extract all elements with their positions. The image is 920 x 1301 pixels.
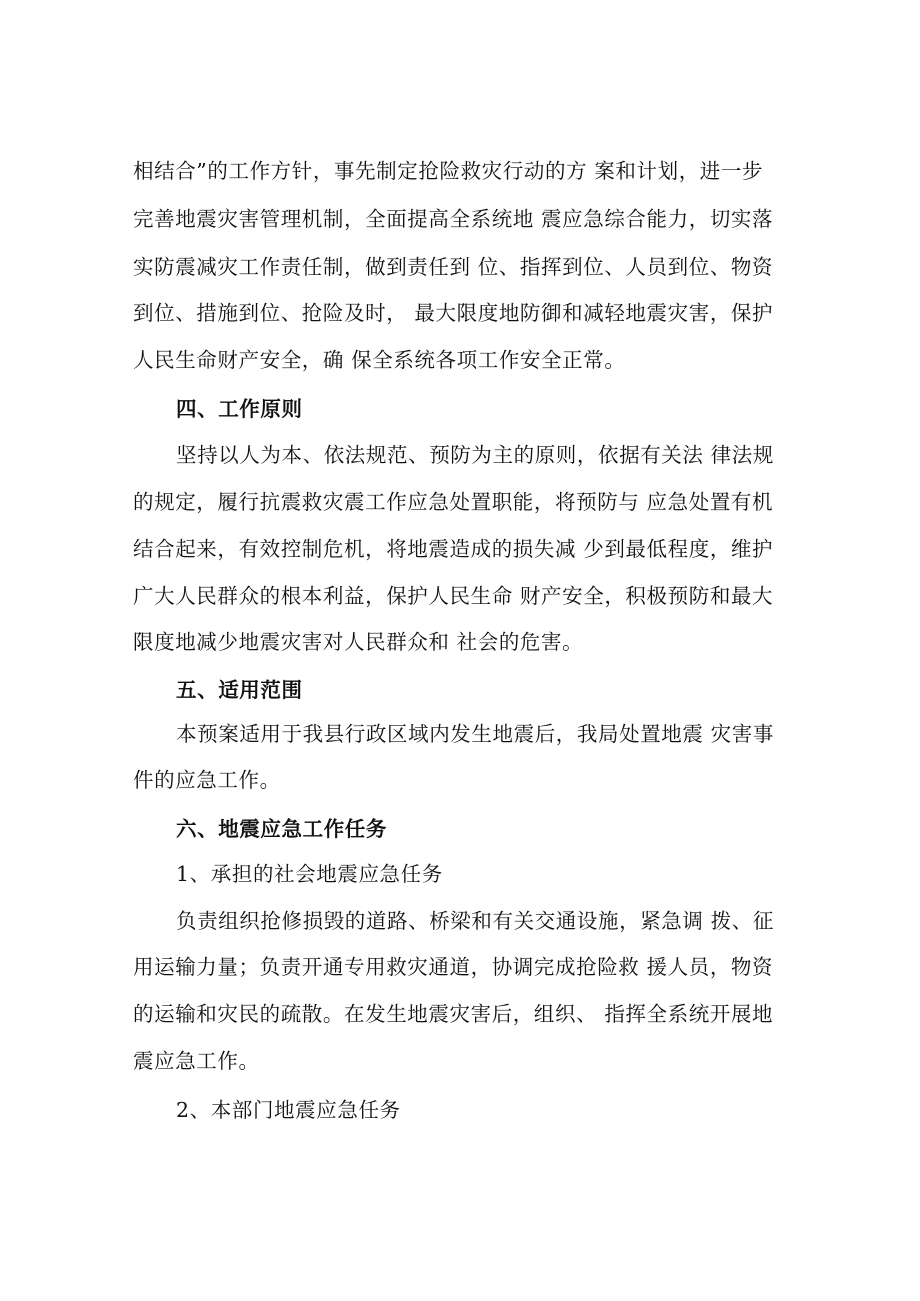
body-line: 坚持以人为本、依法规范、预防为主的原则，依据有关法 律法规: [176, 443, 774, 467]
body-line: 本预案适用于我县行政区域内发生地震后，我局处置地震 灾害事: [176, 722, 774, 746]
body-line: 完善地震灾害管理机制，全面提高全系统地 震应急综合能力，切实落: [133, 207, 774, 231]
subsection-heading-department-tasks: 2、本部门地震应急任务: [176, 1098, 401, 1122]
body-line: 相结合”的工作方针，事先制定抢险救灾行动的方 案和计划，进一步: [133, 159, 764, 183]
body-line: 限度地减少地震灾害对人民群众和 社会的危害。: [133, 630, 584, 654]
body-line: 到位、措施到位、抢险及时， 最大限度地防御和减轻地震灾害，保护: [133, 301, 774, 325]
body-line: 用运输力量；负责开通专用救灾通道，协调完成抢险救 援人员，物资: [133, 955, 774, 979]
body-line: 的规定，履行抗震救灾震工作应急处置职能，将预防与 应急处置有机: [133, 490, 774, 514]
section-heading-principles: 四、工作原则: [176, 397, 303, 421]
body-line: 负责组织抢修损毁的道路、桥梁和有关交通设施，紧急调 拨、征: [176, 909, 774, 933]
body-line: 结合起来，有效控制危机，将地震造成的损失减 少到最低程度，维护: [133, 537, 774, 561]
body-line: 的运输和灾民的疏散。在发生地震灾害后，组织、 指挥全系统开展地: [133, 1002, 774, 1026]
body-line: 件的应急工作。: [133, 768, 281, 792]
body-line: 震应急工作。: [133, 1049, 260, 1073]
section-heading-tasks: 六、地震应急工作任务: [176, 817, 387, 841]
section-heading-scope: 五、适用范围: [176, 678, 303, 702]
body-line: 人民生命财产安全，确 保全系统各项工作安全正常。: [133, 348, 626, 372]
body-line: 实防震减灾工作责任制，做到责任到 位、指挥到位、人员到位、物资: [133, 255, 774, 279]
subsection-heading-social-tasks: 1、承担的社会地震应急任务: [176, 862, 443, 886]
body-line: 广大人民群众的根本利益，保护人民生命 财产安全，积极预防和最大: [133, 584, 774, 608]
